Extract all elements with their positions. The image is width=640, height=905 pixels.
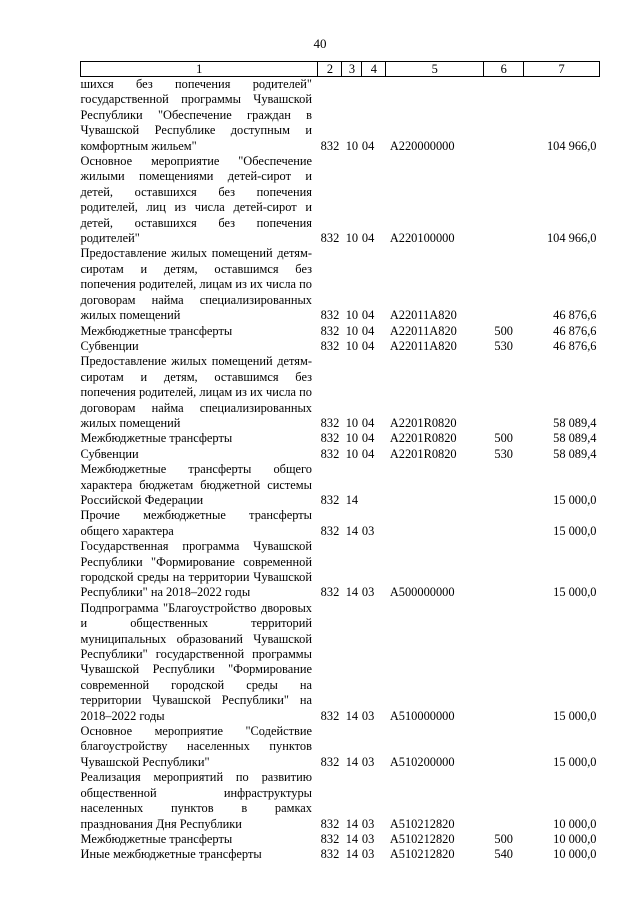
ministry-code: 832 (320, 323, 340, 338)
section-code: 10 (345, 415, 359, 430)
subsection-code: 04 (361, 308, 375, 323)
subsection-code (362, 462, 386, 508)
ministry-code: 832 (320, 431, 340, 446)
amount: 10 000,0 (553, 847, 597, 862)
target-item-code: A220100000 (389, 231, 455, 246)
ministry-code: 832 (320, 231, 340, 246)
section-code: 10 (345, 138, 359, 153)
section-code: 10 (345, 308, 359, 323)
amount: 15 000,0 (553, 585, 597, 600)
header-col-4: 4 (362, 62, 386, 77)
ministry-code: 832 (320, 338, 340, 353)
amount: 46 876,6 (553, 323, 597, 338)
table-row (81, 601, 600, 724)
row-name: Реализация мероприятий по развитию общественной инфраструктуры населенных пунктов в рамках празднования Дня Республики (80, 770, 312, 831)
subsection-code: 03 (361, 847, 375, 862)
target-item-code: A510212820 (389, 816, 455, 831)
target-item-code: A2201R0820 (389, 431, 457, 446)
section-code: 10 (345, 431, 359, 446)
ministry-code: 832 (320, 492, 340, 507)
row-name: Государственная программа Чувашской Республики "Формирование современной городской среды на территории Чувашской Республики" на 2018–2022 годы (80, 539, 312, 600)
row-name: Предоставление жилых помещений детям-сиротам и детям, оставшимся без попечения родителей, лицам из их числа по договорам найма специализированных жилых помещений (80, 354, 312, 430)
target-item-code: A510212820 (389, 831, 455, 846)
ministry-code: 832 (320, 138, 340, 153)
subsection-code: 04 (361, 323, 375, 338)
table-row (81, 847, 600, 862)
target-item-code: A510212820 (389, 847, 455, 862)
header-col-5: 5 (386, 62, 484, 77)
header-row (81, 62, 600, 77)
expense-type-code (484, 354, 524, 431)
section-code: 14 (345, 708, 359, 723)
target-item-code: A22011A820 (389, 323, 457, 338)
section-code: 14 (345, 754, 359, 769)
amount: 15 000,0 (553, 708, 597, 723)
ministry-code: 832 (320, 754, 340, 769)
row-name: Межбюджетные трансферты общего характера бюджетам бюджетной системы Российской Федерации (80, 462, 312, 507)
row-name: Подпрограмма "Благоустройство дворовых и общественных территорий муниципальных образований Чувашской Республики" государственной программы Чувашской Республики "Формирование современной городской среды на территории Чувашской Республики" на 2018–2022 годы (80, 600, 312, 723)
header-col-2: 2 (318, 62, 342, 77)
amount: 15 000,0 (553, 523, 597, 538)
row-name: Предоставление жилых помещений детям-сиротам и детям, оставшимся без попечения родителей, лицам из их числа по договорам найма специализированных жилых помещений (80, 246, 312, 323)
expense-type-code (484, 77, 524, 155)
table-row (81, 508, 600, 539)
ministry-code: 832 (320, 708, 340, 723)
table-row (81, 77, 600, 155)
expense-type-code (484, 508, 524, 539)
expense-type-code: 530 (494, 446, 513, 461)
section-code: 14 (345, 847, 359, 862)
expense-type-code: 500 (494, 323, 513, 338)
subsection-code: 03 (361, 831, 375, 846)
table-row (81, 539, 600, 601)
row-name: Основное мероприятие "Обеспечение жилыми помещениями детей-сирот и детей, оставшихся без попечения родителей, лиц из числа детей-сирот и детей, оставшихся без попечения родителей" (80, 154, 312, 246)
expense-type-code (484, 539, 524, 601)
table-row (81, 431, 600, 446)
subsection-code: 04 (361, 431, 375, 446)
table-row (81, 246, 600, 323)
subsection-code: 04 (361, 415, 375, 430)
subsection-code: 03 (361, 816, 375, 831)
expense-type-code (484, 462, 524, 508)
subsection-code: 04 (361, 446, 375, 461)
target-item-code: A500000000 (389, 585, 455, 600)
amount: 104 966,0 (546, 231, 597, 246)
ministry-code: 832 (320, 816, 340, 831)
ministry-code: 832 (320, 415, 340, 430)
table-row (81, 354, 600, 431)
ministry-code: 832 (320, 831, 340, 846)
amount: 58 089,4 (553, 431, 597, 446)
amount: 58 089,4 (553, 446, 597, 461)
row-name: Межбюджетные трансферты (80, 431, 233, 446)
section-code: 14 (345, 816, 359, 831)
row-name: Иные межбюджетные трансферты (80, 847, 262, 862)
section-code: 10 (345, 446, 359, 461)
target-item-code: A2201R0820 (389, 415, 457, 430)
target-item-code (386, 462, 484, 508)
target-item-code: A2201R0820 (389, 446, 457, 461)
row-name: Межбюджетные трансферты (80, 323, 233, 338)
subsection-code: 04 (361, 338, 375, 353)
subsection-code: 04 (361, 138, 375, 153)
section-code: 10 (345, 323, 359, 338)
amount: 104 966,0 (546, 138, 597, 153)
expense-type-code: 540 (494, 847, 513, 862)
header-col-7: 7 (524, 62, 600, 77)
amount: 58 089,4 (553, 415, 597, 430)
row-name: шихся без попечения родителей" государственной программы Чувашской Республики "Обеспечение граждан в Чувашской Республике доступным и комфортным жильем" (80, 77, 312, 153)
row-name: Субвенции (80, 446, 139, 461)
expense-type-code (484, 246, 524, 323)
section-code: 14 (345, 523, 359, 538)
expense-type-code: 500 (494, 431, 513, 446)
amount: 15 000,0 (553, 492, 597, 507)
target-item-code: A22011A820 (389, 308, 457, 323)
expense-type-code (484, 724, 524, 770)
subsection-code: 04 (361, 231, 375, 246)
table-row (81, 154, 600, 246)
budget-table (80, 61, 600, 863)
amount: 15 000,0 (553, 754, 597, 769)
amount: 46 876,6 (553, 338, 597, 353)
table-row (81, 770, 600, 832)
ministry-code: 832 (320, 847, 340, 862)
subsection-code: 03 (361, 708, 375, 723)
target-item-code: A510200000 (389, 754, 455, 769)
ministry-code: 832 (320, 523, 340, 538)
section-code: 10 (345, 338, 359, 353)
expense-type-code (484, 770, 524, 832)
expense-type-code (484, 154, 524, 246)
section-code: 14 (345, 492, 359, 507)
page-number: 40 (313, 36, 327, 51)
expense-type-code: 500 (494, 831, 513, 846)
ministry-code: 832 (320, 308, 340, 323)
expense-type-code: 530 (494, 338, 513, 353)
table-row (81, 462, 600, 508)
target-item-code: A510000000 (389, 708, 455, 723)
row-name: Субвенции (80, 338, 139, 353)
section-code: 14 (345, 585, 359, 600)
expense-type-code (484, 601, 524, 724)
table-row (81, 324, 600, 339)
header-col-1: 1 (81, 62, 318, 77)
row-name: Основное мероприятие "Содействие благоустройству населенных пунктов Чувашской Республики" (80, 724, 312, 769)
table-row (81, 724, 600, 770)
section-code: 10 (345, 231, 359, 246)
amount: 10 000,0 (553, 816, 597, 831)
amount: 10 000,0 (553, 831, 597, 846)
row-name: Межбюджетные трансферты (80, 831, 233, 846)
table-row (81, 447, 600, 462)
target-item-code: A22011A820 (389, 338, 457, 353)
subsection-code: 03 (361, 523, 375, 538)
target-item-code: A220000000 (389, 138, 455, 153)
row-name: Прочие межбюджетные трансферты общего характера (80, 508, 312, 538)
table-row (81, 339, 600, 354)
amount: 46 876,6 (553, 308, 597, 323)
table-row (81, 832, 600, 847)
target-item-code (386, 508, 484, 539)
section-code: 14 (345, 831, 359, 846)
ministry-code: 832 (320, 446, 340, 461)
header-col-3: 3 (342, 62, 362, 77)
subsection-code: 03 (361, 585, 375, 600)
ministry-code: 832 (320, 585, 340, 600)
subsection-code: 03 (361, 754, 375, 769)
header-col-6: 6 (484, 62, 524, 77)
